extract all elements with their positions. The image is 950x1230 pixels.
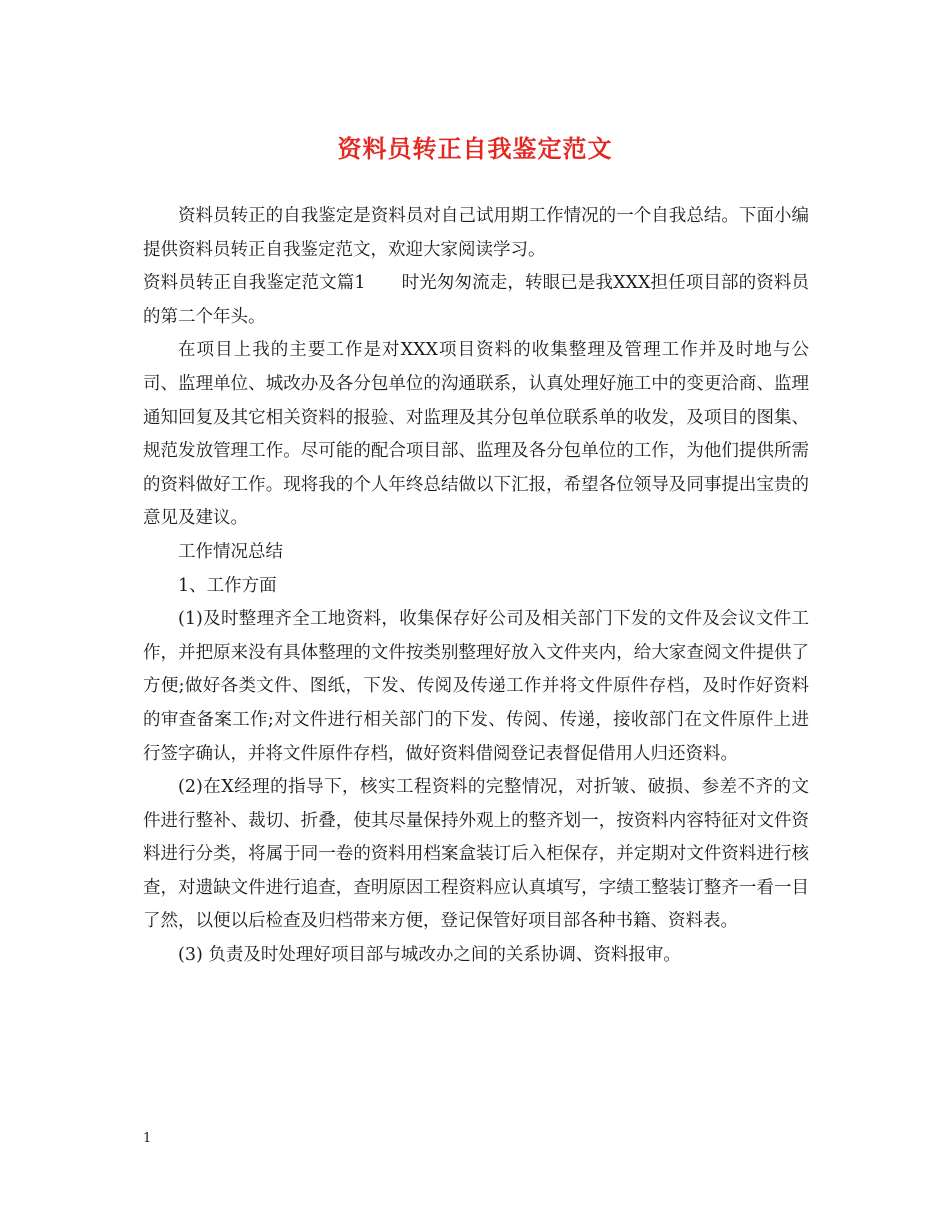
work-aspect-heading: 1、工作方面	[178, 575, 277, 596]
item-1-paragraph: (1)及时整理齐全工地资料，收集保存好公司及相关部门下发的文件及会议文件工作，并把原来没有具体整理的文件按类别整理好放入文件夹内，给大家查阅文件提供了方便;做好各类文件、图纸，下发、传阅及传递工作并将文件原件存档，及时作好资料的审查备案工作;对文件进行相关部门的下发、传阅、传递，接收部门在文件原件上进行签字确认，并将文件原件存档，做好资料借阅登记表督促借用人归还资料。	[143, 609, 809, 764]
work-summary-heading: 工作情况总结	[178, 541, 283, 562]
document-body	[143, 200, 809, 973]
document-title: 资料员转正自我鉴定范文	[337, 134, 613, 163]
main-work-paragraph: 在项目上我的主要工作是对XXX项目资料的收集整理及管理工作并及时地与公司、监理单位、城改办及各分包单位的沟通联系，认真处理好施工中的变更洽商、监理通知回复及其它相关资料的报验、对监理及其分包单位联系单的收发，及项目的图集、规范发放管理工作。尽可能的配合项目部、监理及各分包单位的工作，为他们提供所需的资料做好工作。现将我的个人年终总结做以下汇报，希望各位领导及同事提出宝贵的意见及建议。	[143, 340, 809, 529]
item-3-paragraph: (3) 负责及时处理好项目部与城改办之间的关系协调、资料报审。	[178, 945, 681, 966]
intro-paragraph: 资料员转正的自我鉴定是资料员对自己试用期工作情况的一个自我总结。下面小编提供资料员转正自我鉴定范文，欢迎大家阅读学习。	[143, 206, 809, 260]
section-heading: 资料员转正自我鉴定范文篇1	[143, 273, 366, 294]
item-2-paragraph: (2)在X经理的指导下，核实工程资料的完整情况，对折皱、破损、参差不齐的文件进行整补、裁切、折叠，使其尽量保持外观上的整齐划一，按资料内容特征对文件资料进行分类，将属于同一卷的资料用档案盒装订后入柜保存，并定期对文件资料进行核查，对遗缺文件进行追查，查明原因工程资料应认真填写，字绩工整装订整齐一看一目了然，以便以后检查及归档带来方便，登记保管好项目部各种书籍、资料表。	[143, 777, 809, 932]
section-heading-line	[143, 267, 809, 334]
page-number: 1	[143, 1131, 152, 1146]
section-opening: 时光匆匆流走，转眼已是我XXX担任项目部的资料员的第二个年头。	[143, 273, 809, 327]
